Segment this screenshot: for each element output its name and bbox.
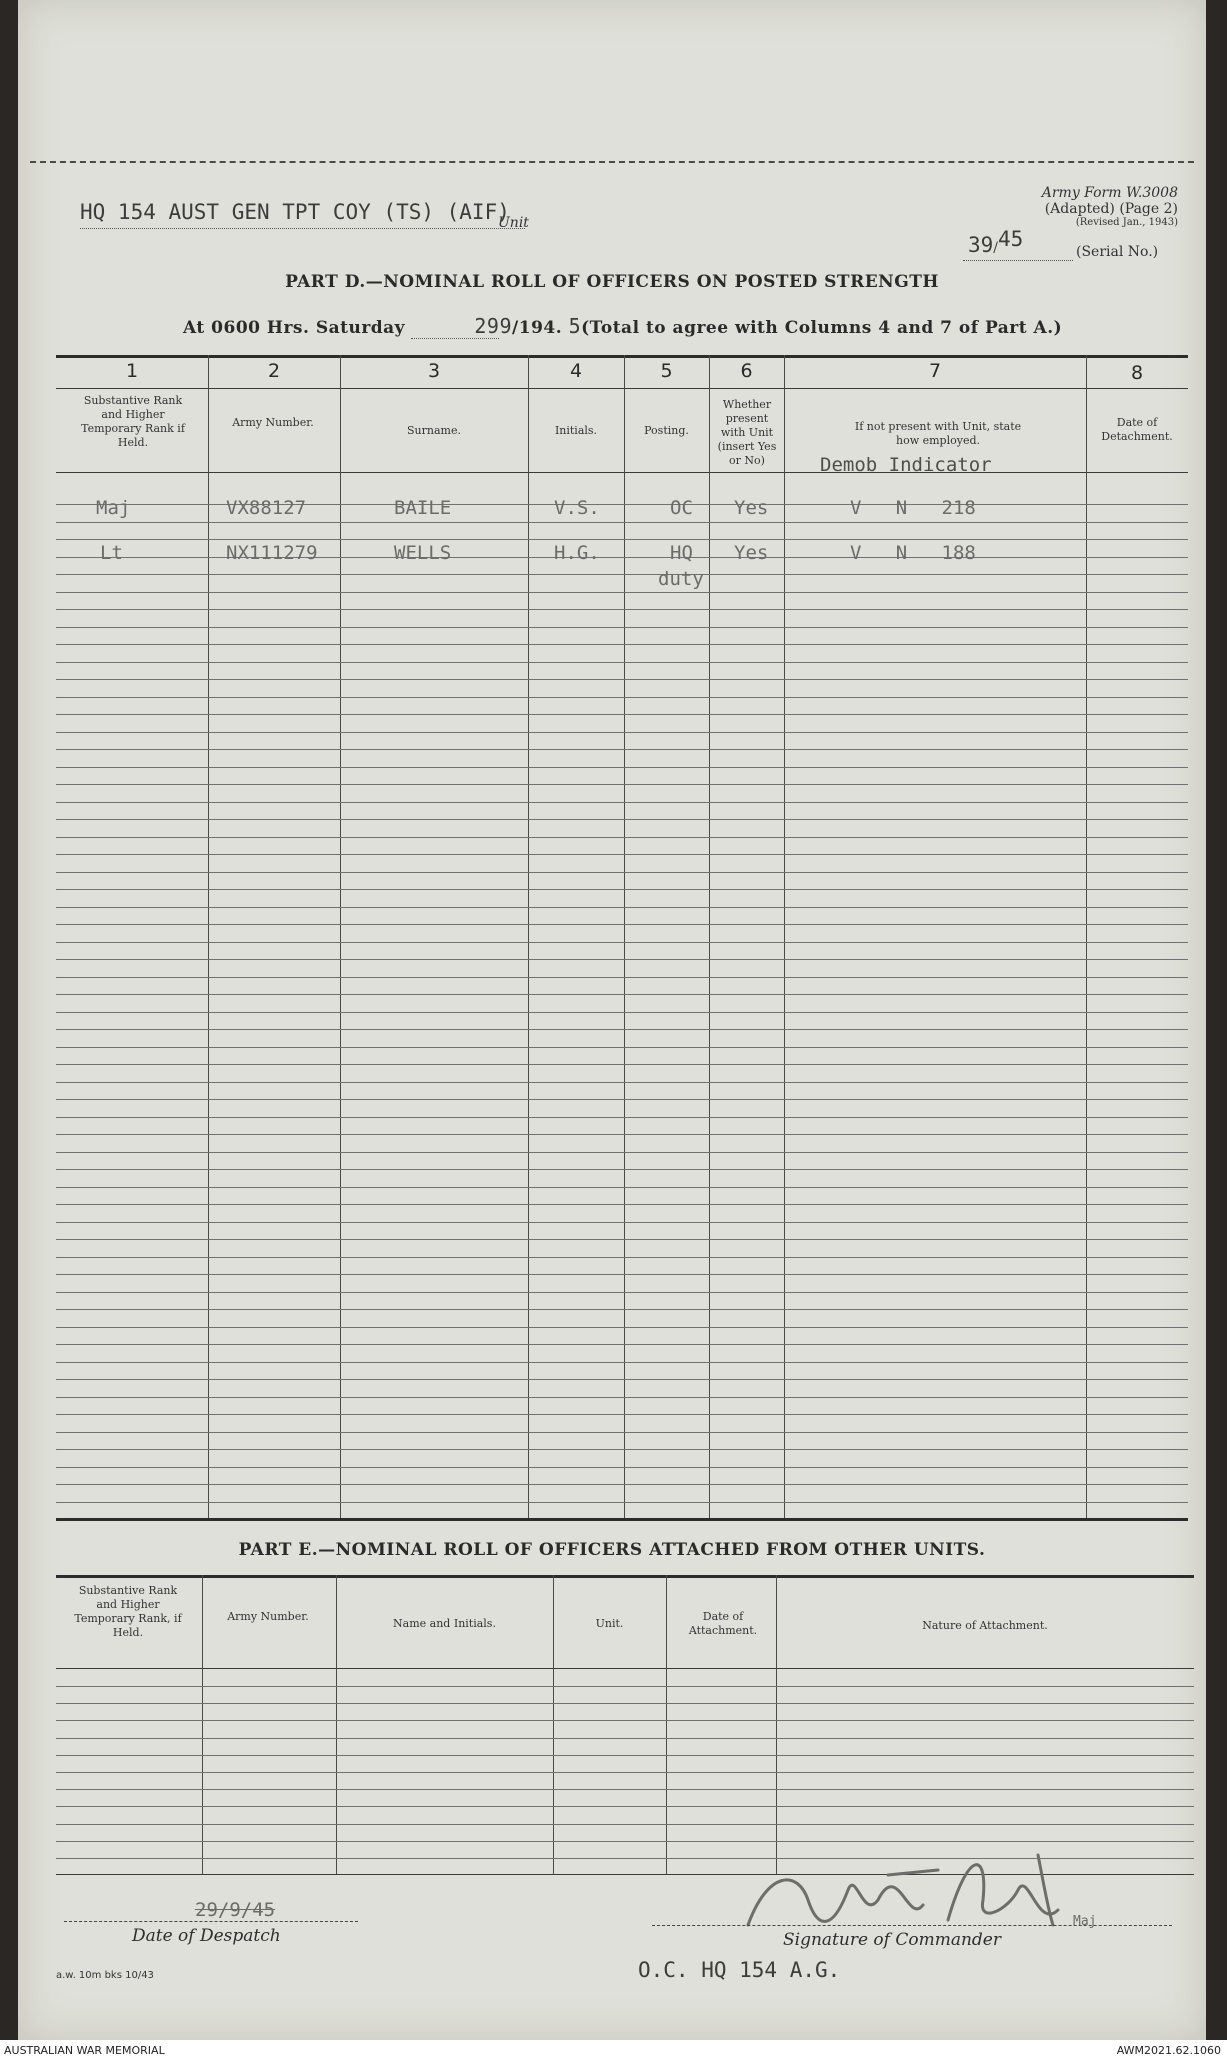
- col-header-present: Whether present with Unit (insert Yes or No): [717, 398, 777, 467]
- ruled-line: [56, 819, 1188, 820]
- ruled-line: [56, 1327, 1188, 1328]
- ruled-line: [56, 1117, 1188, 1118]
- unit-label: Unit: [498, 215, 529, 231]
- ruled-line: [56, 802, 1188, 803]
- col-number-5: 5: [660, 360, 673, 382]
- archive-strip: [0, 2040, 1227, 2061]
- ruled-line: [56, 1099, 1188, 1100]
- ruled-line: [56, 1379, 1188, 1380]
- col-number-3: 3: [427, 360, 441, 382]
- ruled-line: [56, 1344, 1188, 1345]
- ruled-line: [56, 1414, 1188, 1415]
- row1-present: Yes: [734, 497, 769, 519]
- ruled-line: [56, 1720, 1194, 1721]
- archive-right-label: AWM2021.62.1060: [1116, 2044, 1221, 2057]
- unit-dotted-line: [80, 228, 525, 229]
- e-header-date: Date of Attachment.: [688, 1610, 758, 1637]
- ruled-line: [56, 697, 1188, 698]
- ruled-line: [56, 1789, 1194, 1790]
- row1-posting: OC: [670, 497, 693, 519]
- ruled-line: [56, 1082, 1188, 1083]
- row2-initials: H.G.: [554, 542, 600, 564]
- ruled-line: [56, 1824, 1194, 1825]
- row1-initials: V.S.: [554, 497, 600, 519]
- perforation-line: [30, 161, 1194, 163]
- ruled-line: [56, 1449, 1188, 1450]
- row2-present: Yes: [734, 542, 769, 564]
- ruled-line: [56, 1064, 1188, 1065]
- ruled-line: [56, 1292, 1188, 1293]
- ruled-line: [56, 1029, 1188, 1030]
- ruled-line: [56, 592, 1188, 593]
- col-header-detachment: Date of Detachment.: [1101, 416, 1173, 443]
- row1-demob: V N 218: [850, 497, 976, 519]
- ruled-line: [56, 889, 1188, 890]
- ruled-line: [56, 1152, 1188, 1153]
- col-header-employment: If not present with Unit, state how employed.: [854, 420, 1022, 447]
- ruled-line: [56, 942, 1188, 943]
- col-header-initials: Initials.: [554, 424, 598, 437]
- ruled-line: [56, 1309, 1188, 1310]
- col-header-surname: Surname.: [407, 424, 461, 437]
- row2-posting: HQ: [670, 542, 693, 564]
- form-adapted: (Adapted) (Page 2): [1044, 201, 1178, 217]
- ruled-line: [56, 1772, 1194, 1773]
- form-revised: (Revised Jan., 1943): [1075, 217, 1178, 228]
- ruled-line: [56, 1806, 1194, 1807]
- oc-typed: O.C. HQ 154 A.G.: [638, 1958, 841, 1982]
- row2-posting-line2: duty: [658, 568, 704, 590]
- ruled-line: [56, 977, 1188, 978]
- col-number-4: 4: [569, 360, 583, 382]
- ruled-line: [56, 1432, 1188, 1433]
- print-code: a.w. 10m bks 10/43: [56, 1970, 154, 1981]
- despatch-date: 29/9/45: [195, 1899, 276, 1921]
- ruled-line: [56, 1257, 1188, 1258]
- ruled-line: [56, 994, 1188, 995]
- part-e-top-rule: [56, 1575, 1194, 1578]
- ruled-line: [56, 1012, 1188, 1013]
- col-number-6: 6: [740, 360, 753, 382]
- ruled-line: [56, 837, 1188, 838]
- e-header-unit: Unit.: [595, 1617, 624, 1630]
- ruled-line: [56, 732, 1188, 733]
- ruled-line: [56, 1467, 1188, 1468]
- col-number-7: 7: [928, 360, 942, 382]
- date-line: At 0600 Hrs. Saturday 299/194. 5(Total to agree with Columns 4 and 7 of Part A.): [183, 314, 1063, 338]
- signature-label: Signature of Commander: [783, 1930, 1001, 1950]
- part-d-bottom-rule: [56, 1518, 1188, 1521]
- ruled-line: [56, 1047, 1188, 1048]
- ruled-line: [56, 1362, 1188, 1363]
- col-number-8: 8: [1130, 362, 1144, 384]
- ruled-line: [56, 1484, 1188, 1485]
- ruled-line: [56, 1274, 1188, 1275]
- col-number-1: 1: [125, 360, 139, 382]
- serial-label: (Serial No.): [1076, 244, 1159, 260]
- ruled-line: [56, 1187, 1188, 1188]
- col-header-rank: Substantive Rank and Higher Temporary Rank if Held.: [81, 394, 185, 449]
- ruled-line: [56, 1738, 1194, 1739]
- row1-rank: Maj: [96, 497, 131, 519]
- part-d-title: PART D.—NOMINAL ROLL OF OFFICERS ON POSTED STRENGTH: [285, 272, 939, 292]
- signature-suffix: Maj: [1073, 1914, 1097, 1929]
- ruled-line: [56, 872, 1188, 873]
- row2-rank: Lt: [100, 542, 123, 564]
- ruled-line: [56, 679, 1188, 680]
- unit-typed: HQ 154 AUST GEN TPT COY (TS) (AIF): [80, 200, 510, 224]
- row2-surname: WELLS: [394, 542, 452, 564]
- ruled-line: [56, 1502, 1188, 1503]
- ruled-line: [56, 1134, 1188, 1135]
- col-header-posting: Posting.: [644, 424, 689, 437]
- e-header-nature: Nature of Attachment.: [922, 1619, 1048, 1632]
- ruled-line: [56, 749, 1188, 750]
- archive-left-label: AUSTRALIAN WAR MEMORIAL: [4, 2044, 165, 2057]
- despatch-label: Date of Despatch: [132, 1926, 281, 1946]
- ruled-line: [56, 924, 1188, 925]
- row2-demob: V N 188: [850, 542, 976, 564]
- part-d-top-rule: [56, 355, 1188, 358]
- ruled-line: [56, 539, 1188, 540]
- ruled-line: [56, 1755, 1194, 1756]
- ruled-line: [56, 574, 1188, 575]
- ruled-line: [56, 522, 1188, 523]
- serial-number-typed: 39/45: [968, 227, 1024, 257]
- ruled-line: [56, 714, 1188, 715]
- ruled-line: [56, 784, 1188, 785]
- ruled-line: [56, 1239, 1188, 1240]
- part-e-title: PART E.—NOMINAL ROLL OF OFFICERS ATTACHED FROM OTHER UNITS.: [238, 1540, 986, 1560]
- ruled-line: [56, 1222, 1188, 1223]
- ruled-line: [56, 959, 1188, 960]
- ruled-line: [56, 1703, 1194, 1704]
- e-header-name: Name and Initials.: [393, 1617, 496, 1630]
- e-header-army-number: Army Number.: [227, 1610, 309, 1623]
- ruled-line: [56, 627, 1188, 628]
- ruled-line: [56, 644, 1188, 645]
- demob-indicator-heading: Demob Indicator: [820, 454, 992, 476]
- ruled-line: [56, 609, 1188, 610]
- ruled-line: [56, 1397, 1188, 1398]
- row1-number: VX88127: [226, 497, 307, 519]
- form-name: Army Form W.3008: [1041, 185, 1178, 201]
- col-number-2: 2: [267, 360, 281, 382]
- ruled-line: [56, 907, 1188, 908]
- e-header-rank: Substantive Rank and Higher Temporary Rank, if Held.: [74, 1584, 182, 1639]
- ruled-line: [56, 1169, 1188, 1170]
- ruled-line: [56, 854, 1188, 855]
- ruled-line: [56, 767, 1188, 768]
- ruled-line: [56, 662, 1188, 663]
- ruled-line: [56, 1204, 1188, 1205]
- form-page: [18, 0, 1206, 2040]
- ruled-line: [56, 1686, 1194, 1687]
- col-header-army-number: Army Number.: [232, 416, 314, 429]
- row2-number: NX111279: [226, 542, 318, 564]
- row1-surname: BAILE: [394, 497, 452, 519]
